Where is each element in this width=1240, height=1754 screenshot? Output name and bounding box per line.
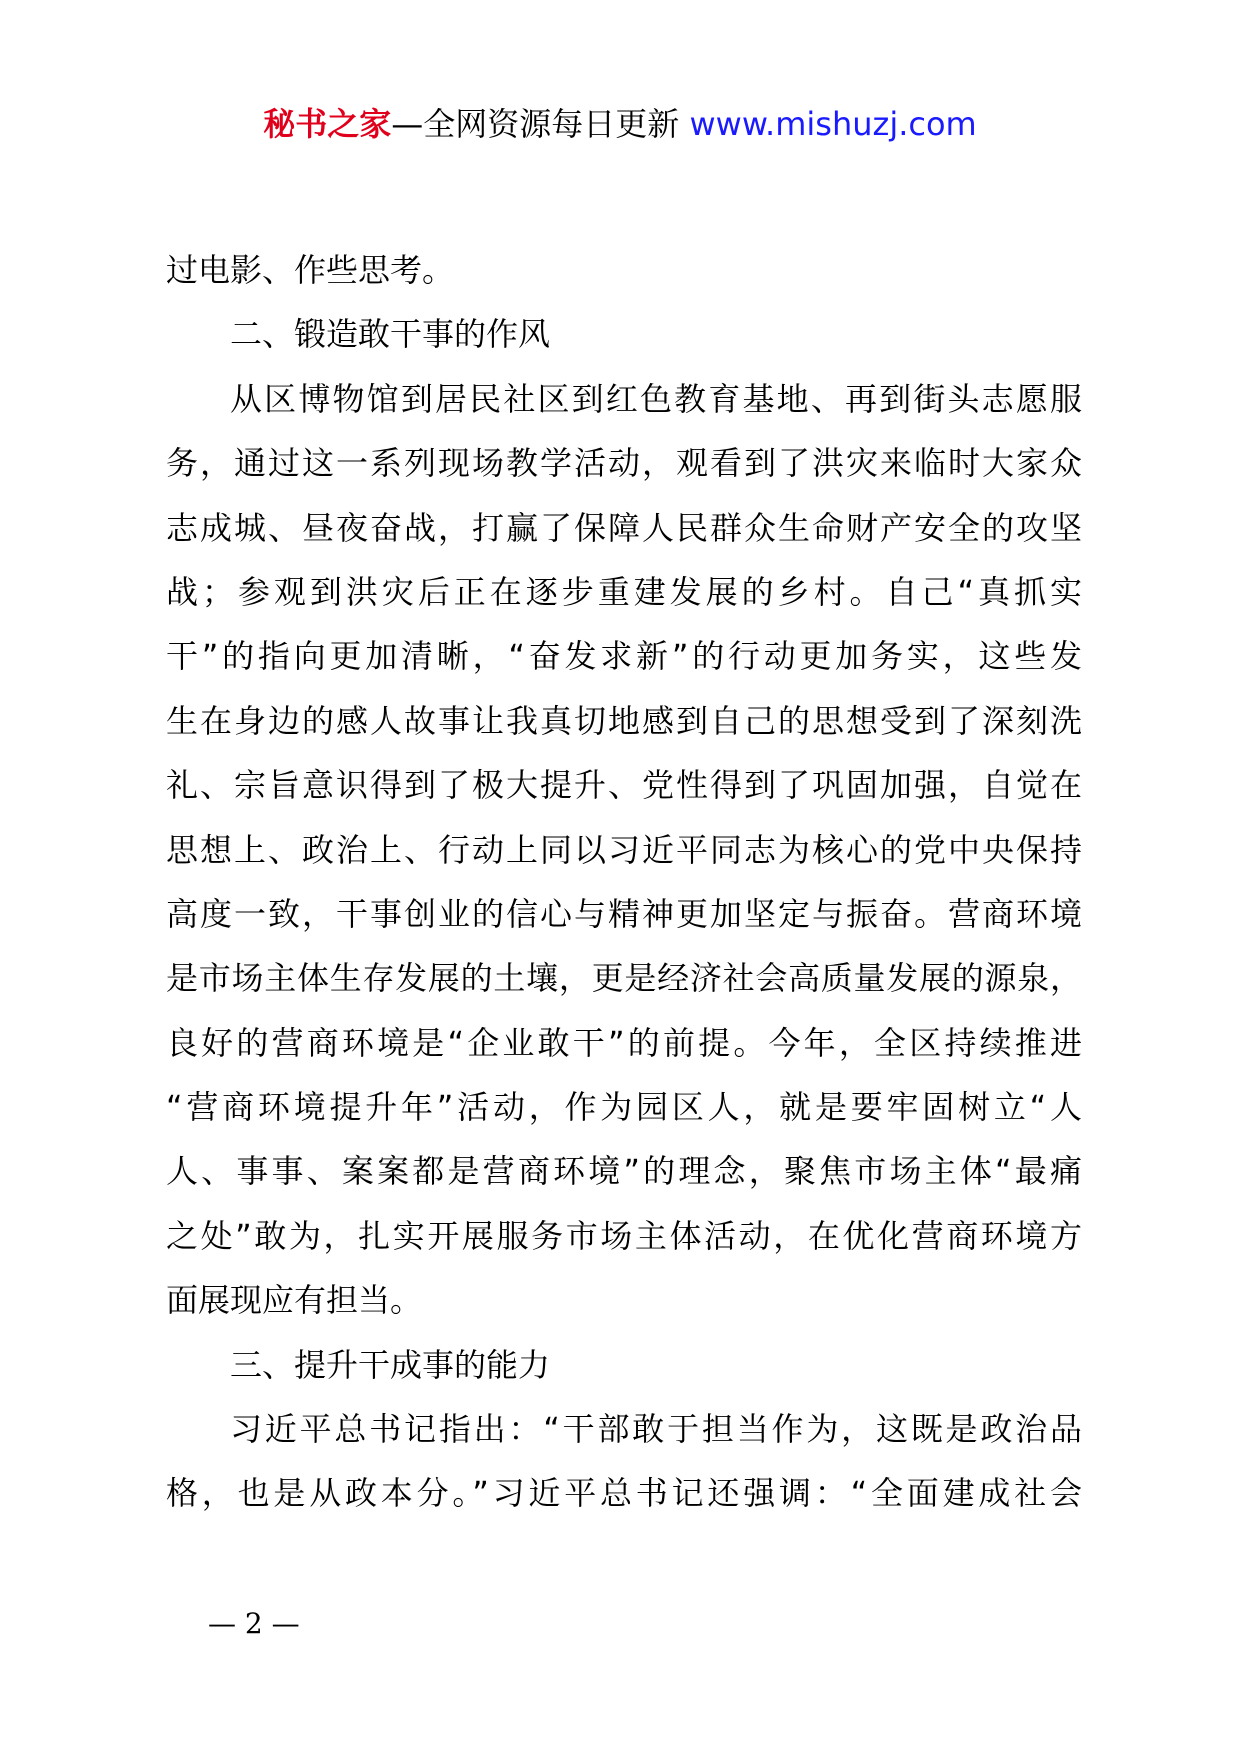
text-line: 志成城、昼夜奋战，打赢了保障人民群众生命财产安全的攻坚 bbox=[166, 508, 1082, 547]
text-line: 过电影、作些思考。 bbox=[166, 251, 455, 289]
text-line: 务，通过这一系列现场教学活动，观看到了洪灾来临时大家众 bbox=[166, 444, 1082, 483]
page-number: — 2 — bbox=[208, 1607, 300, 1640]
site-url-link[interactable]: www.mishuzj.com bbox=[689, 105, 977, 143]
text-line: 良好的营商环境是“企业敢干”的前提。今年，全区持续推进 bbox=[166, 1023, 1082, 1062]
text-line: 礼、宗旨意识得到了极大提升、党性得到了巩固加强，自觉在 bbox=[166, 766, 1082, 805]
site-header bbox=[0, 100, 1240, 148]
text-line: 习近平总书记指出：“干部敢于担当作为，这既是政治品 bbox=[230, 1410, 1082, 1449]
section-heading: 二、锻造敢干事的作风 bbox=[230, 315, 551, 354]
text-line: 思想上、政治上、行动上同以习近平同志为核心的党中央保持 bbox=[166, 830, 1082, 869]
section-heading: 三、提升干成事的能力 bbox=[230, 1345, 551, 1384]
header-slogan: —全网资源每日更新 bbox=[391, 105, 690, 143]
text-line: 是市场主体生存发展的土壤，更是经济社会高质量发展的源泉， bbox=[166, 959, 1082, 998]
text-line: 干”的指向更加清晰，“奋发求新”的行动更加务实，这些发 bbox=[166, 637, 1082, 676]
text-line: 生在身边的感人故事让我真切地感到自己的思想受到了深刻洗 bbox=[166, 701, 1082, 740]
text-line: 面展现应有担当。 bbox=[166, 1281, 423, 1320]
text-line: “营商环境提升年”活动，作为园区人，就是要牢固树立“人 bbox=[166, 1088, 1082, 1127]
brand-name: 秘书之家 bbox=[263, 105, 392, 143]
text-line: 高度一致，干事创业的信心与精神更加坚定与振奋。营商环境 bbox=[166, 894, 1082, 933]
text-line: 战；参观到洪灾后正在逐步重建发展的乡村。自己“真抓实 bbox=[166, 572, 1082, 611]
body-text bbox=[166, 238, 1082, 1526]
text-line: 人、事事、案案都是营商环境”的理念，聚焦市场主体“最痛 bbox=[166, 1152, 1082, 1191]
text-line: 之处”敢为，扎实开展服务市场主体活动，在优化营商环境方 bbox=[166, 1216, 1082, 1255]
text-line: 格，也是从政本分。”习近平总书记还强调：“全面建成社会 bbox=[166, 1474, 1082, 1513]
text-line: 从区博物馆到居民社区到红色教育基地、再到街头志愿服 bbox=[230, 379, 1082, 418]
